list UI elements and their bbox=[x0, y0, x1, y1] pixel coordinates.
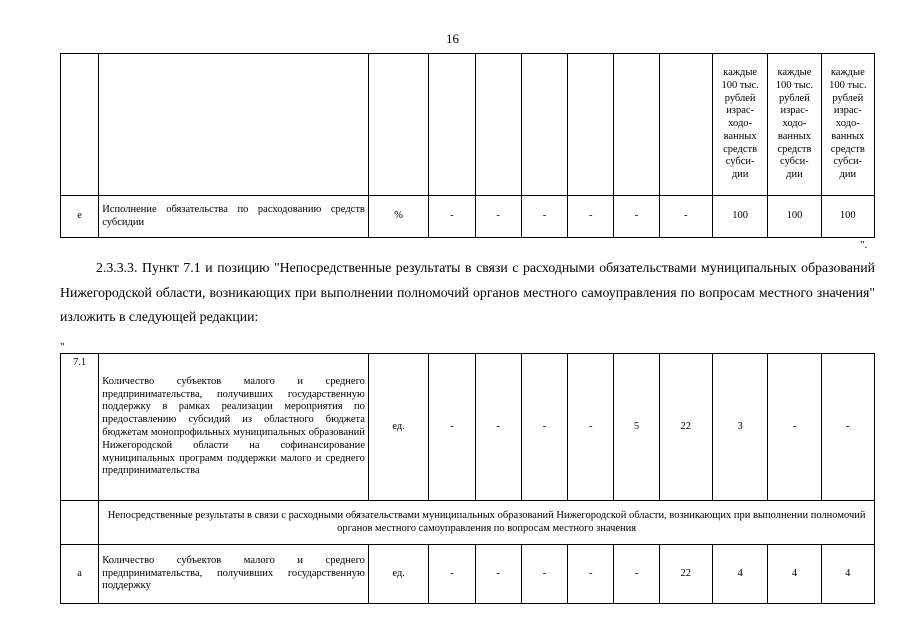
unit-line: каждые bbox=[723, 66, 758, 78]
table-cell bbox=[521, 54, 567, 196]
unit-line: ванных bbox=[723, 130, 757, 142]
unit-line: 100 тыс. bbox=[829, 79, 867, 91]
unit-line: средств bbox=[723, 143, 758, 155]
amendment-paragraph: 2.3.3.3. Пункт 7.1 и позицию "Непосредственные результаты в связи с расходными обязательствами муниципальных образований Нижегородской области, возникающих при выполнении полномочий органов местного самоуправления по вопросам местного значения" изложить в следующей редакции: bbox=[60, 260, 875, 324]
row-value: - bbox=[568, 354, 614, 501]
row-index: 7.1 bbox=[61, 354, 99, 501]
row-value: 4 bbox=[821, 545, 874, 604]
section-heading: Непосредственные результаты в связи с расходными обязательствами муниципальных образований Нижегородской области, возникающих при выполнении полномочий органов местного самоуправления по вопросам местного значения bbox=[99, 501, 875, 545]
row-unit: % bbox=[368, 196, 428, 238]
unit-line: рублей bbox=[724, 92, 756, 104]
unit-line: субси- bbox=[780, 156, 809, 168]
row-value: - bbox=[429, 354, 475, 501]
row-value: - bbox=[521, 545, 567, 604]
unit-line: дии bbox=[786, 169, 803, 181]
unit-line: дии bbox=[839, 169, 857, 181]
unit-line: рублей bbox=[779, 92, 810, 104]
table-row bbox=[61, 354, 875, 501]
row-value: 4 bbox=[712, 545, 767, 604]
table-cell bbox=[99, 54, 369, 196]
unit-line: рублей bbox=[832, 92, 864, 104]
table-cell bbox=[368, 54, 428, 196]
table-cell bbox=[475, 54, 521, 196]
row-value: 4 bbox=[768, 545, 821, 604]
row-index: е bbox=[61, 196, 99, 238]
table-row bbox=[61, 196, 875, 238]
table-cell bbox=[614, 54, 659, 196]
row-value: - bbox=[475, 196, 521, 238]
row-value: 22 bbox=[659, 354, 712, 501]
unit-line: субси- bbox=[725, 156, 755, 168]
row-value: - bbox=[475, 354, 521, 501]
page-number: 16 bbox=[446, 31, 459, 46]
unit-line: каждые bbox=[830, 66, 865, 78]
row-value: 100 bbox=[821, 196, 874, 238]
unit-line: ходо- bbox=[835, 118, 860, 130]
row-value: - bbox=[429, 545, 475, 604]
unit-line: средств bbox=[777, 143, 812, 155]
row-value: 22 bbox=[659, 545, 712, 604]
row-description: Количество субъектов малого и среднего предпринимательства, получивших государственную поддержку bbox=[99, 545, 369, 604]
unit-line: израс- bbox=[726, 105, 755, 117]
table-row bbox=[61, 545, 875, 604]
unit-line: каждые bbox=[777, 66, 812, 78]
row-value: - bbox=[521, 354, 567, 501]
unit-line: ходо- bbox=[728, 118, 753, 130]
row-value: - bbox=[568, 196, 614, 238]
table-cell bbox=[61, 501, 99, 545]
row-unit: ед. bbox=[368, 354, 428, 501]
unit-measure-cell bbox=[821, 54, 874, 196]
row-value: 3 bbox=[712, 354, 767, 501]
row-value: - bbox=[659, 196, 712, 238]
unit-line: ванных bbox=[831, 130, 865, 142]
unit-line: израс- bbox=[833, 105, 862, 117]
row-unit: ед. bbox=[368, 545, 428, 604]
row-value: - bbox=[568, 545, 614, 604]
table-cell bbox=[659, 54, 712, 196]
row-value: 100 bbox=[768, 196, 821, 238]
row-value: 100 bbox=[712, 196, 767, 238]
row-index: а bbox=[61, 545, 99, 604]
table-cell bbox=[61, 54, 99, 196]
table-cell bbox=[429, 54, 475, 196]
unit-measure-cell bbox=[768, 54, 821, 196]
row-value: 5 bbox=[614, 354, 659, 501]
unit-line: средств bbox=[830, 143, 865, 155]
row-description: Исполнение обязательства по расходованию средств субсидии bbox=[99, 196, 369, 238]
row-value: - bbox=[475, 545, 521, 604]
table-row bbox=[61, 501, 875, 545]
row-value: - bbox=[521, 196, 567, 238]
unit-line: 100 тыс. bbox=[775, 79, 814, 91]
row-value: - bbox=[429, 196, 475, 238]
unit-line: ходо- bbox=[782, 118, 807, 130]
row-value: - bbox=[614, 196, 659, 238]
indicator-table-top bbox=[60, 53, 875, 238]
row-description: Количество субъектов малого и среднего предпринимательства, получивших государственную поддержку в рамках реализации мероприятия по предоставлению субсидий из областного бюджета бюджетам монопрофильных муниципальных образований Нижегородской области на софинансирование муниципальных программ поддержки малого и среднего предпринимательства bbox=[99, 354, 369, 501]
row-value: - bbox=[614, 545, 659, 604]
unit-line: ванных bbox=[777, 130, 811, 142]
row-value: - bbox=[768, 354, 821, 501]
table-row bbox=[61, 54, 875, 196]
row-value: - bbox=[821, 354, 874, 501]
unit-line: дии bbox=[731, 169, 749, 181]
unit-line: субси- bbox=[833, 156, 863, 168]
closing-quote: ". bbox=[860, 239, 868, 251]
indicator-table-bottom bbox=[60, 353, 875, 604]
unit-line: 100 тыс. bbox=[721, 79, 759, 91]
unit-line: израс- bbox=[780, 105, 809, 117]
opening-quote: " bbox=[60, 341, 65, 353]
table-cell bbox=[568, 54, 614, 196]
unit-measure-cell bbox=[712, 54, 767, 196]
